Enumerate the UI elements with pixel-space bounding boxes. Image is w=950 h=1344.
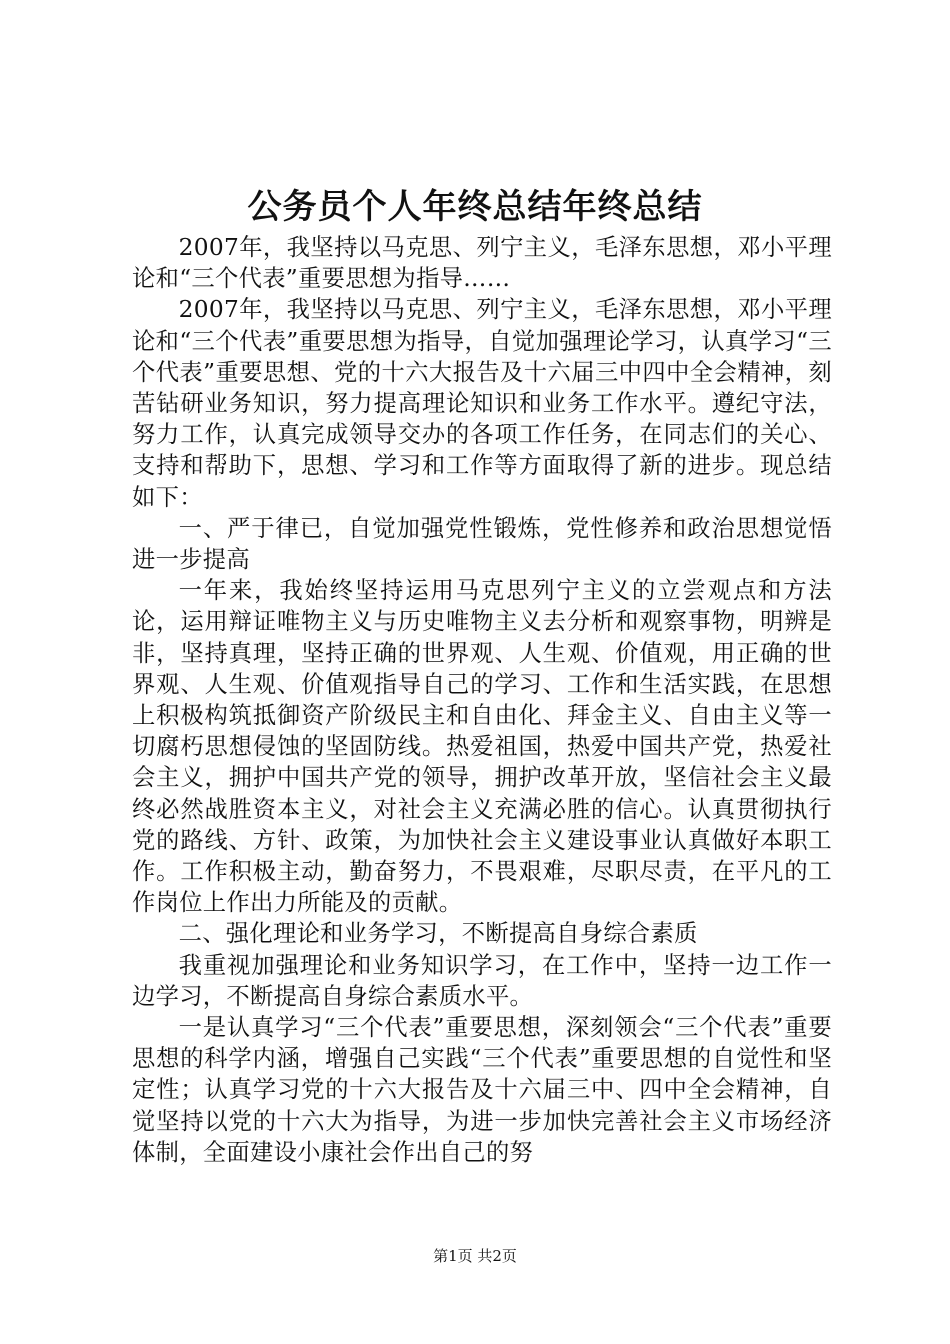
page-number-footer: 第1页 共2页: [433, 1247, 517, 1265]
section-heading: 二、强化理论和业务学习，不断提高自身综合素质: [178, 920, 698, 948]
paragraph: 2007年，我坚持以马克思、列宁主义，毛泽东思想，邓小平理论和“三个代表”重要思想为指导，自觉加强理论学习，认真学习“三个代表”重要思想、党的十六大报告及十六届三中四中全会精神，刻苦钻研业务知识，努力提高理论知识和业务工作水平。遵纪守法，努力工作，认真完成领导交办的各项工作任务，在同志们的关心、支持和帮助下，思想、学习和工作等方面取得了新的进步。现总结如下：: [132, 296, 832, 511]
paragraph: 一是认真学习“三个代表”重要思想，深刻领会“三个代表”重要思想的科学内涵，增强自己实践“三个代表”重要思想的自觉性和坚定性；认真学习党的十六大报告及十六届三中、四中全会精神，自觉坚持以党的十六大为指导，为进一步加快完善社会主义市场经济体制，全面建设小康社会作出自己的努: [132, 1014, 832, 1166]
document-body: [132, 232, 832, 1168]
paragraph: 2007年，我坚持以马克思、列宁主义，毛泽东思想，邓小平理论和“三个代表”重要思想为指导……: [132, 234, 832, 293]
section-heading: 一、严于律已，自觉加强党性锻炼，党性修养和政治思想觉悟进一步提高: [132, 514, 832, 574]
paragraph: 一年来，我始终坚持运用马克思列宁主义的立尝观点和方法论，运用辩证唯物主义与历史唯物主义去分析和观察事物，明辨是非，坚持真理，坚持正确的世界观、人生观、价值观，用正确的世界观、人生观、价值观指导自己的学习、工作和生活实践，在思想上积极构筑抵御资产阶级民主和自由化、拜金主义、自由主义等一切腐朽思想侵蚀的坚固防线。热爱祖国，热爱中国共产党，热爱社会主义，拥护中国共产党的领导，拥护改革开放，坚信社会主义最终必然战胜资本主义，对社会主义充满必胜的信心。认真贯彻执行党的路线、方针、政策，为加快社会主义建设事业认真做好本职工作。工作积极主动，勤奋努力，不畏艰难，尽职尽责，在平凡的工作岗位上作出力所能及的贡献。: [132, 577, 832, 917]
document-title: 公务员个人年终总结年终总结: [247, 187, 703, 227]
paragraph: 我重视加强理论和业务知识学习，在工作中，坚持一边工作一边学习，不断提高自身综合素质水平。: [132, 951, 832, 1010]
